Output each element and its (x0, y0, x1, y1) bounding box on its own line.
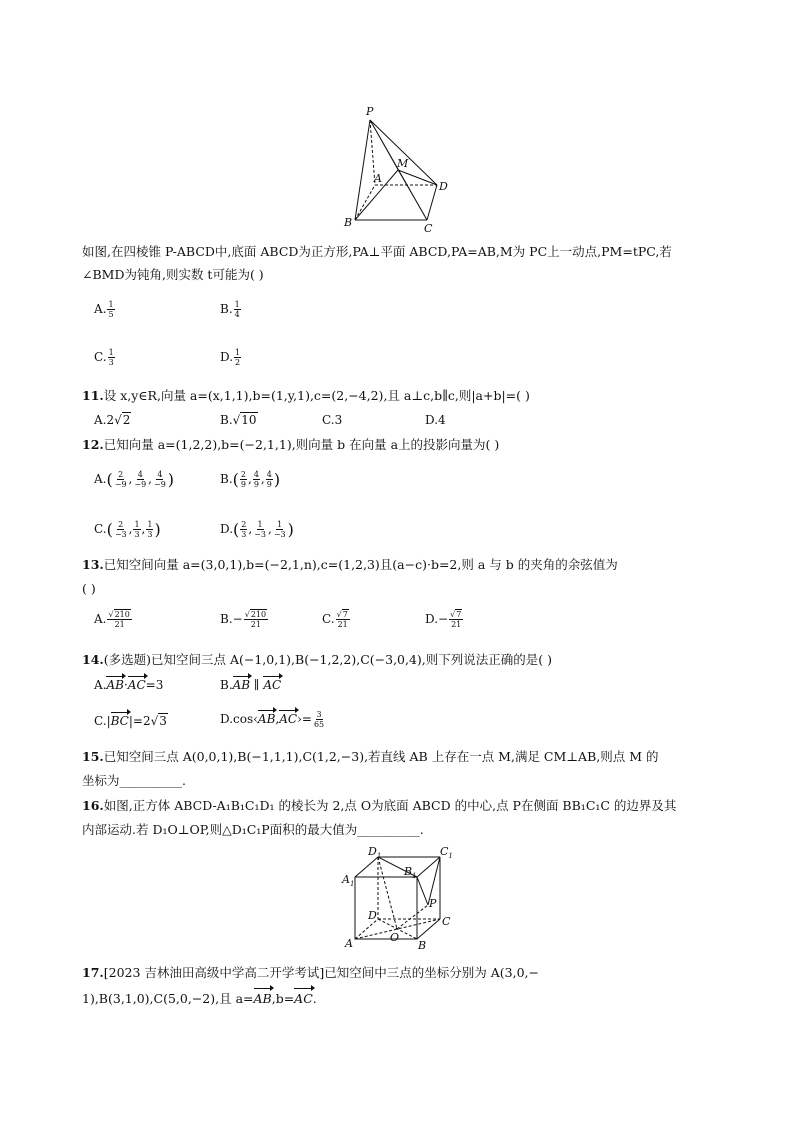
q11-option-a[interactable]: A.2√2 (94, 413, 131, 427)
label-C: C (442, 915, 451, 928)
label-A: A (374, 172, 382, 185)
q17-stem-line1: 17.[2023 吉林油田高级中学高二开学考试]已知空间中三点的坐标分别为 A(3,0,− (82, 965, 539, 980)
q13-paren: ( ) (82, 581, 96, 596)
q17-stem-line2: 1),B(3,1,0),C(5,0,−2),且 a=AB,b=AC. (82, 991, 317, 1006)
label-A1: $A_1$ (342, 873, 355, 888)
label-M: M (397, 157, 409, 170)
q11-stem: 11.设 x,y∈R,向量 a=(x,1,1),b=(1,y,1),c=(2,−4,2),且 a⊥c,b∥c,则|a+b|=( ) (82, 388, 530, 403)
q13-stem: 13.已知空间向量 a=(3,0,1),b=(−2,1,n),c=(1,2,3)且(a−c)·b=2,则 a 与 b 的夹角的余弦值为 (82, 557, 618, 572)
label-D1: $D_1$ (368, 845, 382, 860)
q12-option-a[interactable]: A.( $\frac{2}{-9}$ , $\frac{4}{-9}$ , $\frac{4}{-9}$ ) (94, 470, 175, 489)
q15-stem-line2: 坐标为__________. (82, 773, 186, 788)
q10-option-a[interactable]: A. $\frac{1}{5}$ (94, 300, 114, 319)
q10-stem-line2: ∠BMD为钝角,则实数 t可能为( ) (82, 267, 264, 282)
cube-figure (338, 845, 458, 955)
label-A: A (345, 937, 353, 950)
q10-stem-line1: 如图,在四棱锥 P-ABCD中,底面 ABCD为正方形,PA⊥平面 ABCD,PA=AB,M为 PC上一动点,PM=tPC,若 (82, 244, 672, 259)
q11-option-c[interactable]: C.3 (322, 413, 343, 427)
label-D: D (368, 909, 377, 922)
q12-option-d[interactable]: D.( $\frac{2}{3}$ , $\frac{1}{-3}$ , $\frac{1}{-3}$ ) (220, 520, 294, 539)
q14-option-b[interactable]: B.AB ∥ AC (220, 678, 282, 692)
q12-option-b[interactable]: B.( $\frac{2}{9}$ , $\frac{4}{9}$ , $\frac{4}{9}$ ) (220, 470, 281, 489)
label-P: P (366, 105, 374, 118)
label-B: B (418, 939, 427, 952)
q14-option-d[interactable]: D.cos‹AB,AC›= $\frac{3}{65}$ (220, 710, 325, 729)
q16-stem-line2: 内部运动.若 D₁O⊥OP,则△D₁C₁P面积的最大值为__________. (82, 822, 424, 837)
label-D: D (439, 180, 448, 193)
label-C: C (424, 222, 433, 235)
q14-option-a[interactable]: A.AB·AC=3 (94, 678, 164, 692)
q14-stem: 14.(多选题)已知空间三点 A(−1,0,1),B(−1,2,2),C(−3,0,4),则下列说法正确的是( ) (82, 652, 552, 667)
q11-option-d[interactable]: D.4 (425, 413, 446, 427)
label-P: P (429, 897, 437, 910)
label-B: B (344, 216, 353, 229)
q14-option-c[interactable]: C.|BC|=2√3 (94, 714, 167, 728)
q12-option-c[interactable]: C.( $\frac{2}{-3}$ , $\frac{1}{3}$ , $\frac{1}{3}$ ) (94, 520, 161, 539)
q10-option-b[interactable]: B. $\frac{1}{4}$ (220, 300, 240, 319)
q12-stem: 12.已知向量 a=(1,2,2),b=(−2,1,1),则向量 b 在向量 a上的投影向量为( ) (82, 437, 500, 452)
q10-option-d[interactable]: D. $\frac{1}{2}$ (220, 348, 241, 367)
label-B1: $B_1$ (404, 865, 417, 880)
q11-option-b[interactable]: B.√10 (220, 413, 257, 427)
q13-option-c[interactable]: C. $\frac{√7}{21}$ (322, 610, 348, 629)
q13-option-d[interactable]: D.− $\frac{√7}{21}$ (425, 610, 462, 629)
pyramid-figure (340, 100, 460, 235)
q13-option-a[interactable]: A. $\frac{√210}{21}$ (94, 610, 130, 629)
label-C1: $C_1$ (440, 845, 453, 860)
q16-stem-line1: 16.如图,正方体 ABCD-A₁B₁C₁D₁ 的棱长为 2,点 O为底面 ABCD 的中心,点 P在侧面 BB₁C₁C 的边界及其 (82, 798, 677, 813)
q10-option-c[interactable]: C. $\frac{1}{3}$ (94, 348, 114, 367)
q15-stem-line1: 15.已知空间三点 A(0,0,1),B(−1,1,1),C(1,2,−3),若直线 AB 上存在一点 M,满足 CM⊥AB,则点 M 的 (82, 749, 659, 764)
label-O: O (390, 931, 400, 944)
q13-option-b[interactable]: B.− $\frac{√210}{21}$ (220, 610, 267, 629)
